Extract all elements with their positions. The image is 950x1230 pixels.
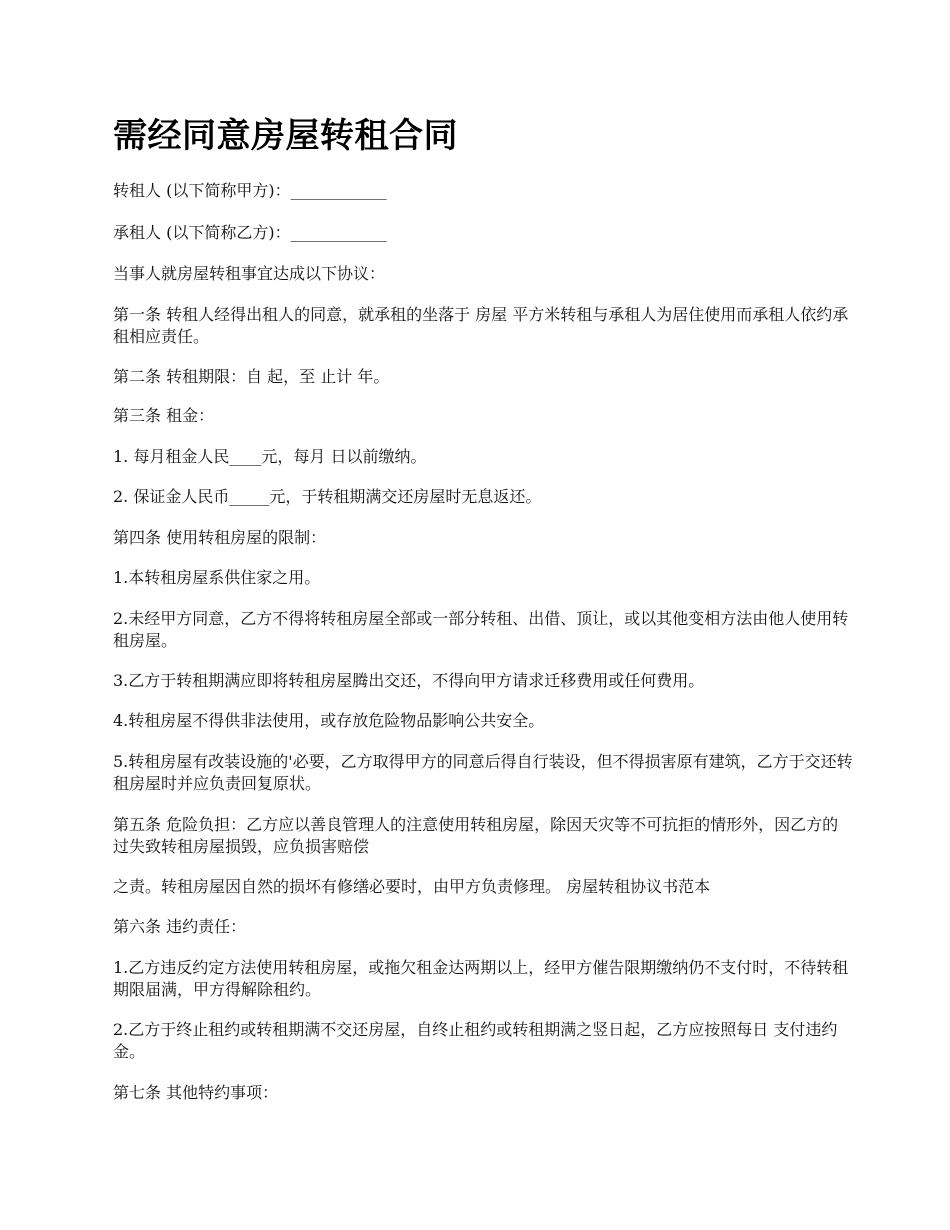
paragraph-article-5-continued: 之责。转租房屋因自然的损坏有修缮必要时，由甲方负责修理。 房屋转租协议书范本: [113, 877, 711, 896]
paragraph-article-6-item-2: 2.乙方于终止租约或转租期满不交还房屋，自终止租约或转租期满之竖日起，乙方应按照每日 支付违约金。: [113, 1020, 838, 1061]
paragraph-article-3-heading: 第三条 租金：: [113, 406, 215, 425]
paragraph-article-4-item-3: 3.乙方于转租期满应即将转租房屋腾出交还，不得向甲方请求迁移费用或任何费用。: [113, 671, 705, 690]
paragraph-sublessee: 承租人 (以下简称乙方)：____________: [113, 223, 387, 242]
paragraph-article-2: 第二条 转租期限：自 起，至 止计 年。: [113, 367, 390, 386]
paragraph-article-4-item-4: 4.转租房屋不得供非法使用，或存放危险物品影响公共安全。: [113, 711, 545, 730]
paragraph-agreement-intro: 当事人就房屋转租事宜达成以下协议：: [113, 264, 386, 283]
paragraph-article-3-item-1: 1. 每月租金人民____元，每月 日以前缴纳。: [113, 447, 427, 466]
document-title: 需经同意房屋转租合同: [113, 116, 458, 156]
paragraph-article-1: 第一条 转租人经得出租人的同意，就承租的坐落于 房屋 平方米转租与承租人为居住使用而承租人依约承租相应责任。: [113, 305, 849, 346]
paragraph-article-7-heading: 第七条 其他特约事项：: [113, 1083, 279, 1102]
paragraph-article-4-heading: 第四条 使用转租房屋的限制：: [113, 528, 327, 547]
paragraph-article-6-heading: 第六条 违约责任：: [113, 917, 247, 936]
paragraph-article-4-item-1: 1.本转租房屋系供住家之用。: [113, 568, 321, 587]
paragraph-article-6-item-1: 1.乙方违反约定方法使用转租房屋，或拖欠租金达两期以上，经甲方催告限期缴纳仍不支付时，不待转租期限届满，甲方得解除租约。: [113, 958, 849, 999]
paragraph-article-4-item-2: 2.未经甲方同意，乙方不得将转租房屋全部或一部分转租、出借、顶让，或以其他变相方法由他人使用转租房屋。: [113, 609, 849, 650]
paragraph-article-3-item-2: 2. 保证金人民币_____元，于转租期满交还房屋时无息返还。: [113, 487, 542, 506]
paragraph-article-4-item-5: 5.转租房屋有改装设施的'必要，乙方取得甲方的同意后得自行装设，但不得损害原有建筑，乙方于交还转租房屋时并应负责回复原状。: [113, 752, 853, 793]
paragraph-article-5: 第五条 危险负担：乙方应以善良管理人的注意使用转租房屋，除因天灾等不可抗拒的情形外，因乙方的过失致转租房屋损毁，应负损害赔偿: [113, 815, 839, 856]
paragraph-sublessor: 转租人 (以下简称甲方)：____________: [113, 181, 387, 200]
